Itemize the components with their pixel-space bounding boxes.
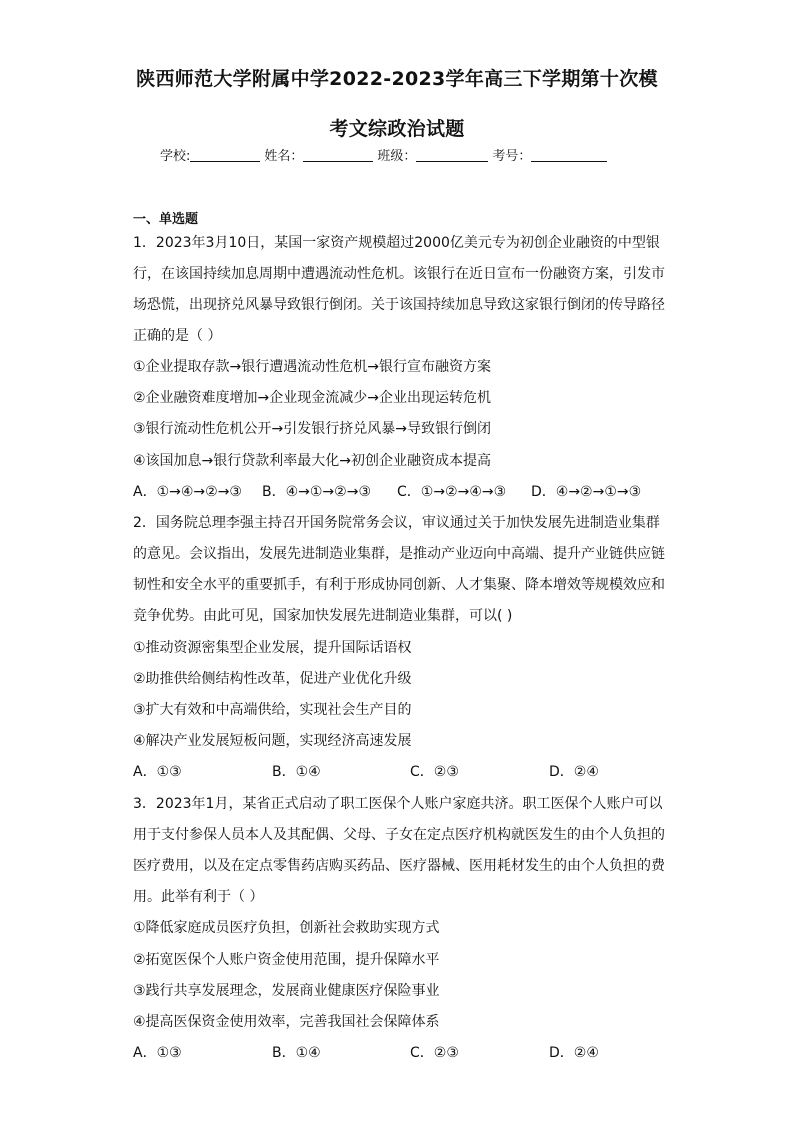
q2-line: 竞争优势。由此可见，国家加快发展先进制造业集群，可以( ) (133, 608, 513, 624)
q2-line: 的意见。会议指出，发展先进制造业集群，是推动产业迈向中高端、提升产业链供应链 (133, 546, 665, 562)
q1-line: 场恐慌，出现挤兑风暴导致银行倒闭。关于该国持续加息导致这家银行倒闭的传导路径 (133, 297, 665, 313)
school-blank (190, 149, 260, 162)
q3-item: ③践行共享发展理念，发展商业健康医疗保险事业 (133, 983, 440, 999)
q1-line: 1．2023年3月10日，某国一家资产规模超过2000亿美元专为初创企业融资的中型银 (133, 235, 660, 251)
q1-option-c: C．①→②→④→③ (397, 484, 507, 500)
school-label: 学校: (160, 149, 191, 164)
q3-line: 3．2023年1月，某省正式启动了职工医保个人账户家庭共济。职工医保个人账户可以 (133, 796, 663, 812)
q3-option-b: B．①④ (272, 1045, 321, 1061)
section-heading: 一、单选题 (133, 212, 199, 227)
q1-option-b: B．④→①→②→③ (262, 484, 371, 500)
q2-item: ④解决产业发展短板问题，实现经济高速发展 (133, 733, 412, 749)
class-blank (416, 149, 488, 162)
q3-option-d: D．②④ (549, 1045, 599, 1061)
q1-item: ④该国加息→银行贷款利率最大化→初创企业融资成本提高 (133, 453, 492, 469)
number-blank (531, 149, 607, 162)
q2-option-c: C．②③ (410, 764, 459, 780)
exam-title-line1: 陕西师范大学附属中学2022-2023学年高三下学期第十次模 (136, 68, 658, 90)
q2-line: 韧性和安全水平的重要抓手，有利于形成协同创新、人才集聚、降本增效等规模效应和 (133, 577, 665, 593)
q3-item: ④提高医保资金使用效率，完善我国社会保障体系 (133, 1014, 440, 1030)
name-label: 姓名： (264, 149, 304, 164)
q3-item: ②拓宽医保个人账户资金使用范围，提升保障水平 (133, 952, 440, 968)
q1-line: 行，在该国持续加息周期中遭遇流动性危机。该银行在近日宣布一份融资方案，引发市 (133, 266, 665, 282)
q3-item: ①降低家庭成员医疗负担，创新社会救助实现方式 (133, 920, 440, 936)
q2-option-b: B．①④ (272, 764, 321, 780)
exam-title-line2: 考文综政治试题 (329, 118, 465, 140)
number-label: 考号： (492, 149, 532, 164)
q2-item: ③扩大有效和中高端供给，实现社会生产目的 (133, 702, 412, 718)
q2-option-d: D．②④ (549, 764, 599, 780)
q1-line: 正确的是（ ） (133, 328, 222, 344)
q3-line: 医疗费用，以及在定点零售药店购买药品、医疗器械、医用耗材发生的由个人负担的费 (133, 858, 665, 874)
q1-item: ③银行流动性危机公开→引发银行挤兑风暴→导致银行倒闭 (133, 421, 492, 437)
name-blank (303, 149, 373, 162)
q3-option-a: A．①③ (133, 1045, 182, 1061)
q3-line: 用于支付参保人员本人及其配偶、父母、子女在定点医疗机构就医发生的由个人负担的 (133, 827, 665, 843)
q3-line: 用。此举有利于（ ） (133, 889, 264, 905)
q1-item: ①企业提取存款→银行遭遇流动性危机→银行宣布融资方案 (133, 359, 492, 375)
q2-option-a: A．①③ (133, 764, 182, 780)
student-info-row (160, 145, 611, 164)
q2-item: ②助推供给侧结构性改革，促进产业优化升级 (133, 671, 412, 687)
q1-option-d: D．④→②→①→③ (531, 484, 642, 500)
class-label: 班级： (377, 149, 417, 164)
q2-line: 2．国务院总理李强主持召开国务院常务会议，审议通过关于加快发展先进制造业集群 (133, 515, 660, 531)
q3-option-c: C．②③ (410, 1045, 459, 1061)
q2-item: ①推动资源密集型企业发展，提升国际话语权 (133, 640, 412, 656)
q1-option-a: A．①→④→②→③ (133, 484, 242, 500)
q1-item: ②企业融资难度增加→企业现金流减少→企业出现运转危机 (133, 390, 492, 406)
